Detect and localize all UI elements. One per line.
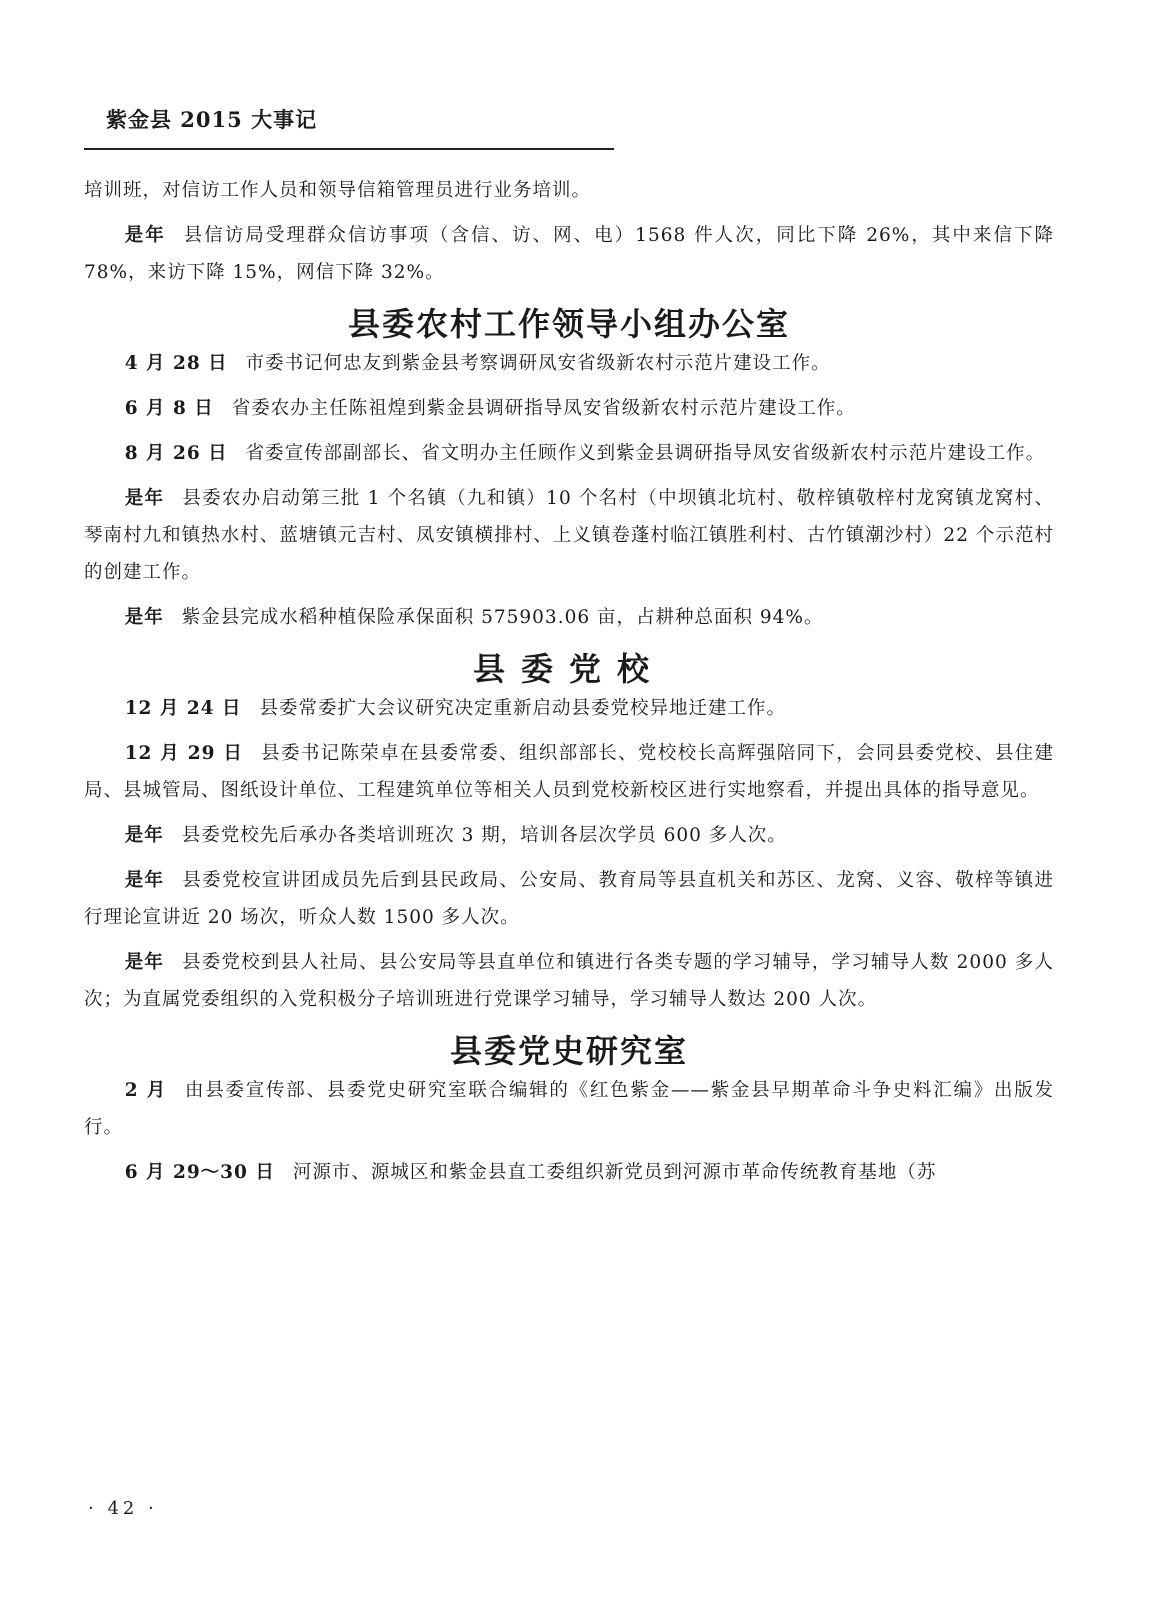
- entry-date: 6 月 8 日: [124, 398, 214, 419]
- entry-date: 是年: [124, 870, 165, 891]
- entry: [84, 390, 1054, 427]
- entry-text: 由县委宣传部、县委党史研究室联合编辑的《红色紫金——紫金县早期革命斗争史料汇编》出版发行。: [84, 1080, 1054, 1138]
- entry-text: 县信访局受理群众信访事项（含信、访、网、电）1568 件人次，同比下降 26%，其中来信下降 78%，来访下降 15%，网信下降 32%。: [84, 225, 1054, 283]
- entry: [84, 1072, 1054, 1146]
- section-title: 县委党校: [472, 650, 665, 688]
- entry-text: 县委书记陈荣卓在县委常委、组织部部长、党校校长高辉强陪同下，会同县委党校、县住建局、县城管局、图纸设计单位、工程建筑单位等相关人员到党校新校区进行实地察看，并提出具体的指导意见。: [84, 743, 1054, 801]
- entry-text: 紫金县完成水稻种植保险承保面积 575903.06 亩，占耕种总面积 94%。: [181, 607, 824, 628]
- entry: [84, 735, 1054, 809]
- entry-date: 是年: [124, 225, 166, 246]
- entry-text: 县委党校宣讲团成员先后到县民政局、公安局、教育局等县直机关和苏区、龙窝、义容、敬梓等镇进行理论宣讲近 20 场次，听众人数 1500 多人次。: [84, 870, 1054, 928]
- entry-text: 县委农办启动第三批 1 个名镇（九和镇）10 个名村（中坝镇北坑村、敬梓镇敬梓村龙窝镇龙窝村、琴南村九和镇热水村、蓝塘镇元吉村、凤安镇横排村、上义镇卷蓬村临江镇胜利村、古竹镇潮沙村）22 个示范村的创建工作。: [84, 488, 1054, 583]
- entry-date: 4 月 28 日: [124, 353, 228, 374]
- entry: [84, 480, 1054, 591]
- entry: [84, 599, 1054, 636]
- entry-text: 市委书记何忠友到紫金县考察调研凤安省级新农村示范片建设工作。: [245, 353, 831, 374]
- entry-date: 12 月 29 日: [124, 743, 244, 764]
- running-head: 紫金县 2015 大事记: [106, 107, 318, 132]
- entry-date: 是年: [124, 607, 164, 628]
- entry-date: 12 月 24 日: [124, 698, 242, 719]
- entry-text: 县委党校到县人社局、县公安局等县直单位和镇进行各类专题的学习辅导，学习辅导人数 2000 多人次；为直属党委组织的入党积极分子培训班进行党课学习辅导，学习辅导人数达 200 人次。: [84, 952, 1054, 1010]
- entry-text: 省委宣传部副部长、省文明办主任顾作义到紫金县调研指导凤安省级新农村示范片建设工作。: [245, 443, 1046, 464]
- entry: [84, 690, 1054, 727]
- header-rule: [84, 148, 614, 150]
- paragraph: [84, 217, 1054, 291]
- entry-text: 县委常委扩大会议研究决定重新启动县委党校异地迁建工作。: [259, 698, 787, 719]
- entry: [84, 862, 1054, 936]
- entry: [84, 345, 1054, 382]
- entry: [84, 435, 1054, 472]
- entry-date: 8 月 26 日: [124, 443, 228, 464]
- page-body: [84, 172, 1054, 1199]
- entry-date: 是年: [124, 825, 164, 846]
- paragraph: 培训班，对信访工作人员和领导信箱管理员进行业务培训。: [84, 180, 592, 201]
- entry: [84, 817, 1054, 854]
- entry: [84, 1154, 1054, 1191]
- entry-date: 是年: [124, 488, 165, 509]
- page-number: · 42 ·: [88, 1498, 158, 1519]
- entry-text: 县委党校先后承办各类培训班次 3 期，培训各层次学员 600 多人次。: [181, 825, 787, 846]
- entry-date: 是年: [124, 952, 165, 973]
- entry-text: 省委农办主任陈祖煌到紫金县调研指导凤安省级新农村示范片建设工作。: [231, 398, 856, 419]
- entry-text: 河源市、源城区和紫金县直工委组织新党员到河源市革命传统教育基地（苏: [292, 1162, 937, 1183]
- entry-date: 2 月: [124, 1080, 167, 1101]
- entry-date: 6 月 29～30 日: [124, 1162, 275, 1183]
- entry: [84, 944, 1054, 1018]
- section-title: 县委农村工作领导小组办公室: [347, 305, 790, 343]
- section-title: 县委党史研究室: [449, 1032, 688, 1070]
